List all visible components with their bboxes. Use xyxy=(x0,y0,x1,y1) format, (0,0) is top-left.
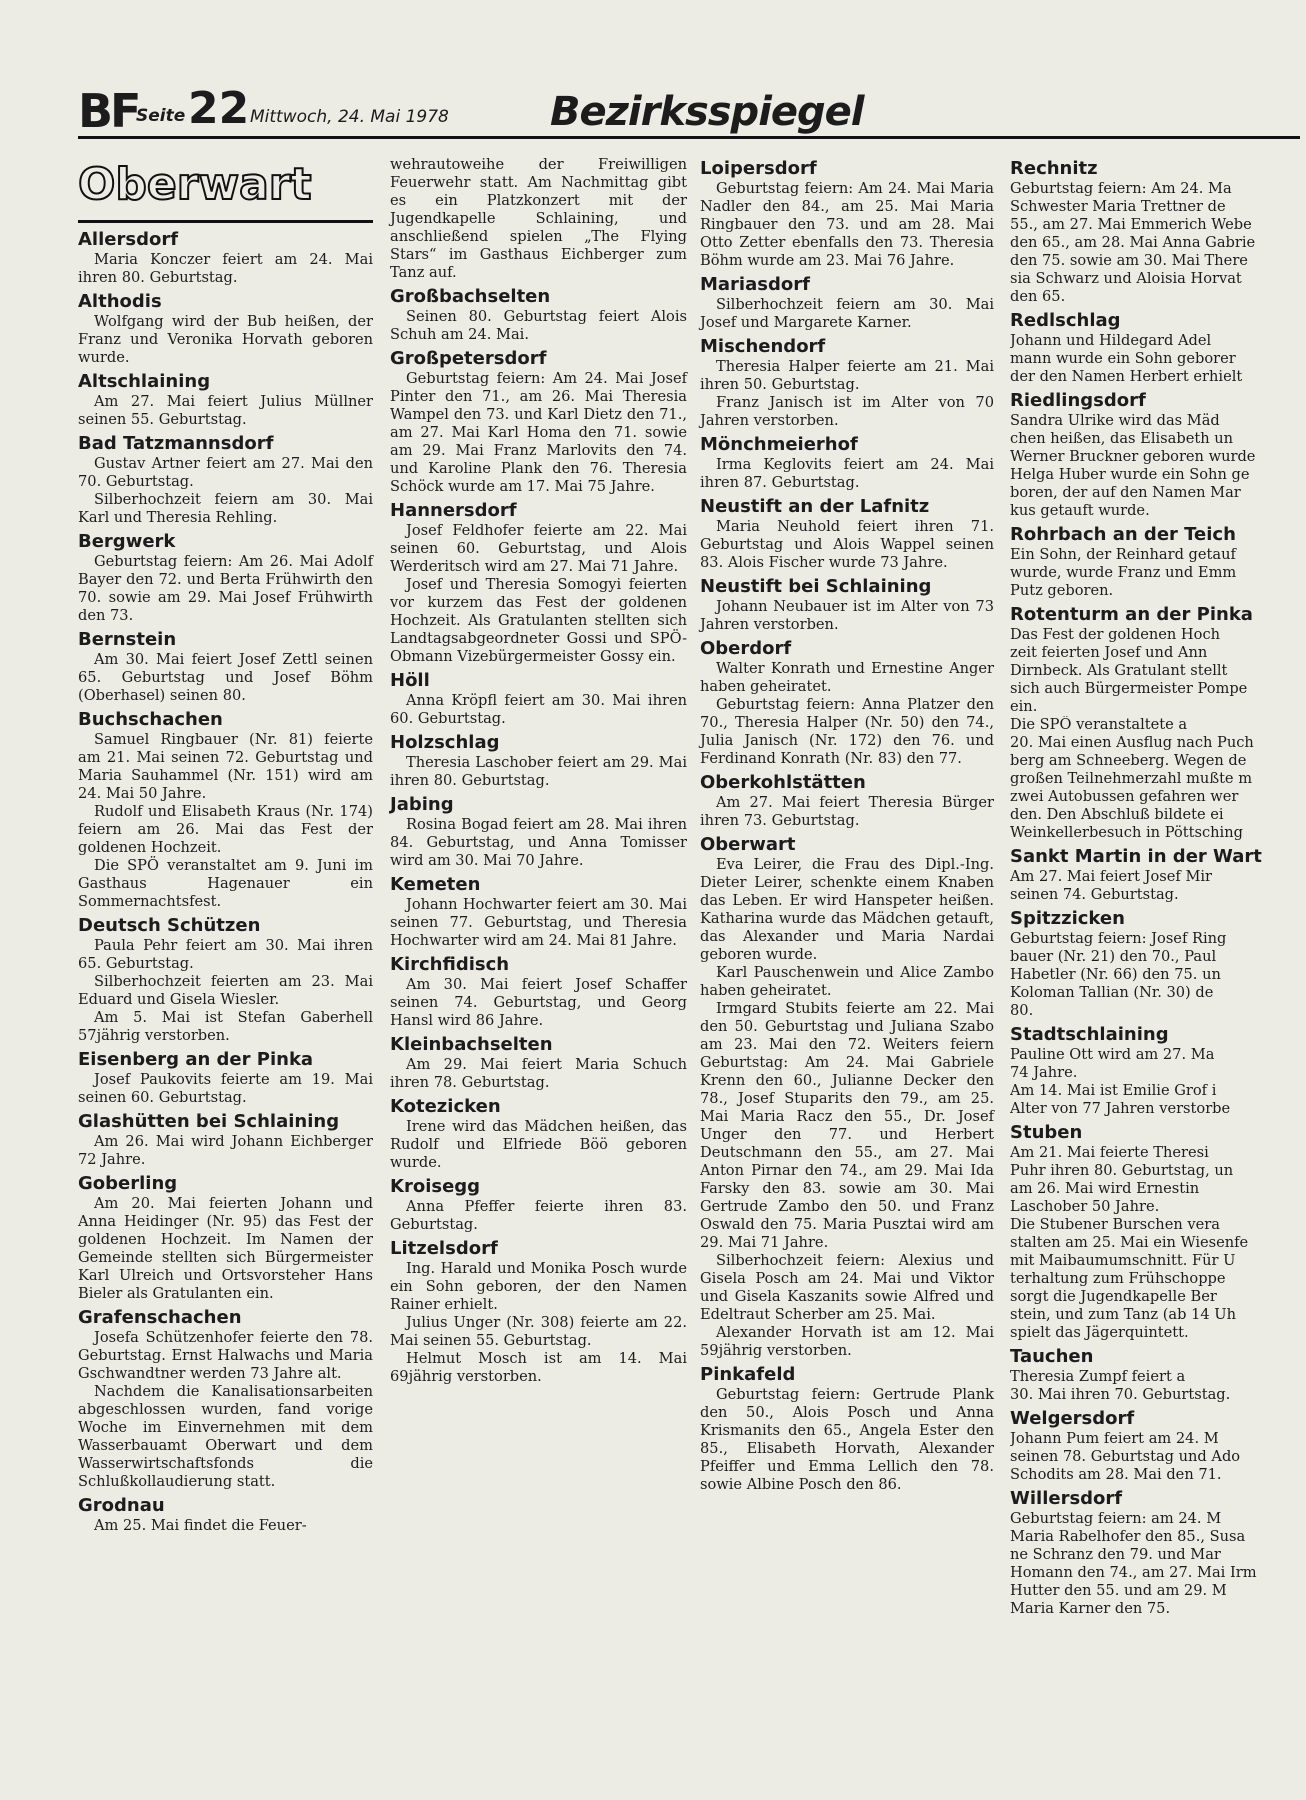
entry-paragraph: Am 29. Mai feiert Maria Schuch ihren 78. Geburtstag. xyxy=(390,1056,687,1091)
news-entry xyxy=(1010,310,1306,386)
entry-paragraph: Am 5. Mai ist Stefan Gaberhell 57jährig verstorben. xyxy=(78,1009,373,1044)
entry-paragraph: Silberhochzeit feierten am 23. Mai Eduard und Gisela Wiesler. xyxy=(78,973,373,1008)
entry-paragraph: Das Fest der goldenen Hoch zeit feierten Josef und Ann Dirnbeck. Als Gratulant stellt sich auch Bürgermeister Pompe ein. xyxy=(1010,626,1248,715)
entry-paragraph: Josef Paukovits feierte am 19. Mai seinen 60. Geburtstag. xyxy=(78,1071,373,1106)
place-heading: Riedlingsdorf xyxy=(1010,390,1146,411)
entry-paragraph: Silberhochzeit feiern am 30. Mai Karl und Theresia Rehling. xyxy=(78,491,373,526)
place-heading: Großbachselten xyxy=(390,286,551,307)
news-entry xyxy=(78,915,373,1045)
place-heading: Tauchen xyxy=(1010,1346,1094,1367)
news-entry xyxy=(78,531,373,625)
entry-paragraph: Am 27. Mai feiert Julius Müllner seinen 55. Geburtstag. xyxy=(78,393,373,428)
entry-paragraph: Julius Unger (Nr. 308) feierte am 22. Mai seinen 55. Geburtstag. xyxy=(390,1314,687,1349)
news-entry xyxy=(700,496,994,572)
place-heading: Mischendorf xyxy=(700,336,826,357)
entry-paragraph: Geburtstag feiern: Am 24. Ma Schwester Maria Trettner de 55., am 27. Mai Emmerich Webe den 65., am 28. Mai Anna Gabrie den 75. sowie am 30. Mai There sia Schwarz und Aloisia Horvat den 65. xyxy=(1010,180,1256,305)
place-heading: Kemeten xyxy=(390,874,481,895)
place-heading: Rotenturm an der Pinka xyxy=(1010,604,1253,625)
place-heading: Grafenschachen xyxy=(78,1307,242,1328)
place-heading: Oberwart xyxy=(700,834,796,855)
news-entry xyxy=(700,274,994,332)
column-3 xyxy=(700,156,994,1498)
entry-paragraph: Eva Leirer, die Frau des Dipl.-Ing. Dieter Leirer, schenkte einem Knaben das Leben. Er wird Hanspeter heißen. Katharina wurde das Mädchen getauft, das Alexander und Maria Nardai geboren wurde. xyxy=(700,856,994,963)
place-heading: Kroisegg xyxy=(390,1176,481,1197)
place-heading: Großpetersdorf xyxy=(390,348,547,369)
entry-paragraph: Karl Pauschenwein und Alice Zambo haben geheiratet. xyxy=(700,964,994,999)
news-entry xyxy=(78,709,373,911)
entry-paragraph: Wolfgang wird der Bub heißen, der Franz und Veronika Horvath geboren wurde. xyxy=(78,313,373,366)
news-entry xyxy=(390,670,687,728)
entry-paragraph: Seinen 80. Geburtstag feiert Alois Schuh am 24. Mai. xyxy=(390,308,687,343)
column-entries xyxy=(700,158,994,1494)
region-title-box xyxy=(78,156,373,223)
section-title: Bezirksspiegel xyxy=(550,89,864,135)
entry-paragraph: Gustav Artner feiert am 27. Mai den 70. Geburtstag. xyxy=(78,455,373,490)
news-entry xyxy=(1010,1488,1306,1618)
entry-paragraph: Paula Pehr feiert am 30. Mai ihren 65. Geburtstag. xyxy=(78,937,373,972)
entry-paragraph: Johann Hochwarter feiert am 30. Mai seinen 77. Geburtstag, und Theresia Hochwarter wird am 24. Mai 81 Jahre. xyxy=(390,896,687,949)
news-entry xyxy=(700,772,994,830)
place-heading: Willersdorf xyxy=(1010,1488,1123,1509)
news-entry xyxy=(78,1173,373,1303)
entry-paragraph: wehrautoweihe der Freiwilligen Feuerwehr statt. Am Nachmittag gibt es ein Platzkonzert mit der Jugendkapelle Schlaining, und anschließend spielen „The Flying Stars“ im Gasthaus Eichberger zum Tanz auf. xyxy=(390,156,687,281)
entry-paragraph: Am 30. Mai feiert Josef Zettl seinen 65. Geburtstag und Josef Böhm (Oberhasel) seinen 80. xyxy=(78,651,373,704)
place-heading: Glashütten bei Schlaining xyxy=(78,1111,340,1132)
news-entry xyxy=(390,500,687,666)
column-entries xyxy=(1010,158,1306,1618)
entry-paragraph: Theresia Zumpf feiert a 30. Mai ihren 70. Geburtstag. xyxy=(1010,1368,1231,1403)
entry-paragraph: Am 26. Mai wird Johann Eichberger 72 Jahre. xyxy=(78,1133,373,1168)
news-entry xyxy=(1010,390,1306,520)
place-heading: Neustift an der Lafnitz xyxy=(700,496,930,517)
entry-paragraph: Ein Sohn, der Reinhard getauf wurde, wurde Franz und Emm Putz geboren. xyxy=(1010,546,1237,599)
entry-paragraph: Anna Kröpfl feiert am 30. Mai ihren 60. Geburtstag. xyxy=(390,692,687,727)
news-entry xyxy=(78,1307,373,1491)
entry-paragraph: Die SPÖ veranstaltete a 20. Mai einen Ausflug nach Puch berg am Schneeberg. Wegen de großen Teilnehmerzahl mußte m zwei Autobussen gefahren wer den. Den Abschluß bildete ei Weinkellerbesuch in Pöttsching xyxy=(1010,716,1254,841)
entry-paragraph: Johann Neubauer ist im Alter von 73 Jahren verstorben. xyxy=(700,598,994,633)
entry-paragraph: Die Stubener Burschen vera stalten am 25. Mai ein Wiesenfe mit Maibaumumschnitt. Für U terhaltung zum Frühschoppe sorgt die Jugendkapelle Ber stein, und zum Tanz (ab 14 Uh spielt das Jägerquintett. xyxy=(1010,1216,1249,1341)
news-entry xyxy=(1010,1346,1306,1404)
news-entry xyxy=(1010,846,1306,904)
place-heading: Althodis xyxy=(78,291,162,312)
news-entry xyxy=(390,732,687,790)
place-heading: Holzschlag xyxy=(390,732,500,753)
place-heading: Höll xyxy=(390,670,430,691)
place-heading: Stuben xyxy=(1010,1122,1083,1143)
news-entry xyxy=(78,433,373,527)
column-4 xyxy=(1010,156,1306,1622)
news-entry xyxy=(78,371,373,429)
place-heading: Altschlaining xyxy=(78,371,211,392)
news-entry xyxy=(390,954,687,1030)
place-heading: Bergwerk xyxy=(78,531,176,552)
entry-paragraph: Rudolf und Elisabeth Kraus (Nr. 174) feiern am 26. Mai das Fest der goldenen Hochzeit. xyxy=(78,803,373,856)
place-heading: Kleinbachselten xyxy=(390,1034,553,1055)
place-heading: Spitzzicken xyxy=(1010,908,1125,929)
entry-paragraph: Josef und Theresia Somogyi feierten vor kurzem das Fest der goldenen Hochzeit. Als Gratulanten stellten sich Landtagsabgeordneter Gossi und SPÖ-Obmann Vizebürgermeister Gossy ein. xyxy=(390,576,687,665)
entry-paragraph: Am 27. Mai feiert Josef Mir seinen 74. Geburtstag. xyxy=(1010,868,1213,903)
entry-paragraph: Silberhochzeit feiern am 30. Mai Josef und Margarete Karner. xyxy=(700,296,994,331)
place-heading: Allersdorf xyxy=(78,229,179,250)
news-entry xyxy=(1010,1024,1306,1118)
news-entry xyxy=(78,1111,373,1169)
entry-paragraph: Ing. Harald und Monika Posch wurde ein Sohn geboren, der den Namen Rainer erhielt. xyxy=(390,1260,687,1313)
news-entry xyxy=(390,874,687,950)
entry-paragraph: Am 21. Mai feierte Theresi Puhr ihren 80. Geburtstag, un am 26. Mai wird Ernestin Laschober 50 Jahre. xyxy=(1010,1144,1234,1215)
news-entry xyxy=(1010,1408,1306,1484)
entry-paragraph: Irmgard Stubits feierte am 22. Mai den 50. Geburtstag und Juliana Szabo am 23. Mai den 72. Weiters feiern Geburtstag: Am 24. Mai Gabriele Krenn den 60., Julianne Decker den 78., Josef Stuparits den 79., am 25. Mai Maria Racz den 55., Dr. Josef Unger den 77. und Herbert Deutschmann den 55., am 27. Mai Anton Pirnar den 74., am 29. Mai Ida Farsky den 83. sowie am 30. Mai Gertrude Zambo den 50. und Franz Oswald den 75. Maria Pusztai wird am 29. Mai 71 Jahre. xyxy=(700,1000,994,1251)
news-entry xyxy=(390,1034,687,1092)
place-heading: Oberdorf xyxy=(700,638,792,659)
place-heading: Redlschlag xyxy=(1010,310,1121,331)
entry-paragraph: Am 30. Mai feiert Josef Schaffer seinen 74. Geburtstag, und Georg Hansl wird 86 Jahre. xyxy=(390,976,687,1029)
region-title: Oberwart xyxy=(78,159,312,210)
entry-paragraph: Geburtstag feiern: Am 24. Mai Maria Nadler den 84., am 25. Mai Maria Ringbauer den 73. und am 28. Mai Otto Zetter ebenfalls den 73. Theresia Böhm wurde am 23. Mai 76 Jahre. xyxy=(700,180,994,269)
entry-paragraph: Theresia Halper feierte am 21. Mai ihren 50. Geburtstag. xyxy=(700,358,994,393)
column-1 xyxy=(78,156,373,1539)
place-heading: Oberkohlstätten xyxy=(700,772,866,793)
place-heading: Rohrbach an der Teich xyxy=(1010,524,1236,545)
news-entry xyxy=(1010,604,1306,842)
news-entry xyxy=(700,576,994,634)
place-heading: Mariasdorf xyxy=(700,274,810,295)
place-heading: Bad Tatzmannsdorf xyxy=(78,433,274,454)
entry-paragraph: Johann Pum feiert am 24. M seinen 78. Geburtstag und Ado Schodits am 28. Mai den 71. xyxy=(1010,1430,1241,1483)
place-heading: Kirchfidisch xyxy=(390,954,510,975)
place-heading: Grodnau xyxy=(78,1495,165,1516)
masthead xyxy=(78,83,1300,139)
entry-paragraph: Irene wird das Mädchen heißen, das Rudolf und Elfriede Böö geboren wurde. xyxy=(390,1118,687,1171)
issue-date: Mittwoch, 24. Mai 1978 xyxy=(250,107,449,127)
entry-paragraph: Geburtstag feiern: Gertrude Plank den 50., Alois Posch und Anna Krismanits den 65., Angela Ester den 85., Elisabeth Horvath, Alexander Pfeiffer und Emma Lellich den 78. sowie Albine Posch den 86. xyxy=(700,1386,994,1493)
entry-paragraph: Theresia Laschober feiert am 29. Mai ihren 80. Geburtstag. xyxy=(390,754,687,789)
news-entry xyxy=(390,1176,687,1234)
entry-paragraph: Geburtstag feiern: Josef Ring bauer (Nr. 21) den 70., Paul Habetler (Nr. 66) den 75. un Koloman Tallian (Nr. 30) de 80. xyxy=(1010,930,1227,1019)
entry-paragraph: Nachdem die Kanalisationsarbeiten abgeschlossen wurden, fand vorige Woche im Einvernehmen mit dem Wasserbauamt Oberwart und dem Wasserwirtschaftsfonds die Schlußkollaudierung statt. xyxy=(78,1383,373,1490)
place-heading: Loipersdorf xyxy=(700,158,817,179)
entry-paragraph: Sandra Ulrike wird das Mäd chen heißen, das Elisabeth un Werner Bruckner geboren wurde Helga Huber wurde ein Sohn ge boren, der auf den Namen Mar kus getauft wurde. xyxy=(1010,412,1256,519)
entry-paragraph: Rosina Bogad feiert am 28. Mai ihren 84. Geburtstag, und Anna Tomisser wird am 30. Mai 70 Jahre. xyxy=(390,816,687,869)
place-heading: Neustift bei Schlaining xyxy=(700,576,932,597)
news-entry xyxy=(78,229,373,287)
news-entry xyxy=(700,1364,994,1494)
entry-paragraph: Josefa Schützenhofer feierte den 78. Geburtstag. Ernst Halwachs und Maria Gschwandtner werden 73 Jahre alt. xyxy=(78,1329,373,1382)
entry-paragraph: Pauline Ott wird am 27. Ma 74 Jahre. xyxy=(1010,1046,1215,1081)
entry-paragraph: Franz Janisch ist im Alter von 70 Jahren verstorben. xyxy=(700,394,994,429)
place-heading: Buchschachen xyxy=(78,709,223,730)
page-label: Seite xyxy=(136,106,186,126)
entry-paragraph: Samuel Ringbauer (Nr. 81) feierte am 21. Mai seinen 72. Geburtstag und Maria Sauhammel (Nr. 151) wird am 24. Mai 50 Jahre. xyxy=(78,731,373,802)
place-heading: Welgersdorf xyxy=(1010,1408,1135,1429)
place-heading: Pinkafeld xyxy=(700,1364,796,1385)
entry-paragraph: Maria Neuhold feiert ihren 71. Geburtstag und Alois Wappel seinen 83. Alois Fischer wurde 73 Jahre. xyxy=(700,518,994,571)
place-heading: Eisenberg an der Pinka xyxy=(78,1049,314,1070)
entry-paragraph: Die SPÖ veranstaltet am 9. Juni im Gasthaus Hagenauer ein Sommernachtsfest. xyxy=(78,857,373,910)
news-entry xyxy=(390,156,687,282)
entry-paragraph: Silberhochzeit feiern: Alexius und Gisela Posch am 24. Mai und Viktor und Gisela Kaszanits sowie Alfred und Edeltraut Scherber am 25. Mai. xyxy=(700,1252,994,1323)
news-entry xyxy=(700,158,994,270)
page-number: 22 xyxy=(188,83,250,134)
column-entries xyxy=(78,229,373,1535)
place-heading: Rechnitz xyxy=(1010,158,1098,179)
news-entry xyxy=(700,638,994,768)
news-entry xyxy=(1010,1122,1306,1342)
news-entry xyxy=(390,286,687,344)
place-heading: Stadtschlaining xyxy=(1010,1024,1169,1045)
place-heading: Bernstein xyxy=(78,629,177,650)
entry-paragraph: Maria Konczer feiert am 24. Mai ihren 80. Geburtstag. xyxy=(78,251,373,286)
news-entry xyxy=(390,1096,687,1172)
news-entry xyxy=(390,1238,687,1386)
place-heading: Kotezicken xyxy=(390,1096,501,1117)
entry-paragraph: Walter Konrath und Ernestine Anger haben geheiratet. xyxy=(700,660,994,695)
place-heading: Goberling xyxy=(78,1173,178,1194)
news-entry xyxy=(700,434,994,492)
entry-paragraph: Irma Keglovits feiert am 24. Mai ihren 87. Geburtstag. xyxy=(700,456,994,491)
news-entry xyxy=(78,629,373,705)
news-entry xyxy=(78,1049,373,1107)
news-entry xyxy=(78,291,373,367)
column-entries xyxy=(390,156,687,1386)
column-2 xyxy=(390,156,687,1390)
entry-paragraph: Alexander Horvath ist am 12. Mai 59jährig verstorben. xyxy=(700,1324,994,1359)
entry-paragraph: Geburtstag feiern: Anna Platzer den 70., Theresia Halper (Nr. 50) den 74., Julia Janisch (Nr. 172) den 76. und Ferdinand Konrath (Nr. 83) den 77. xyxy=(700,696,994,767)
place-heading: Mönchmeierhof xyxy=(700,434,858,455)
news-entry xyxy=(1010,158,1306,306)
place-heading: Jabing xyxy=(390,794,454,815)
place-heading: Litzelsdorf xyxy=(390,1238,498,1259)
news-entry xyxy=(390,794,687,870)
news-entry xyxy=(78,1495,373,1535)
entry-paragraph: Josef Feldhofer feierte am 22. Mai seinen 60. Geburtstag, und Alois Werderitsch wird am 27. Mai 71 Jahre. xyxy=(390,522,687,575)
news-entry xyxy=(1010,524,1306,600)
entry-paragraph: Am 25. Mai findet die Feuer- xyxy=(94,1517,307,1534)
entry-paragraph: Am 27. Mai feiert Theresia Bürger ihren 73. Geburtstag. xyxy=(700,794,994,829)
place-heading: Hannersdorf xyxy=(390,500,517,521)
entry-paragraph: Am 14. Mai ist Emilie Grof i Alter von 77 Jahren verstorbe xyxy=(1010,1082,1231,1117)
entry-paragraph: Anna Pfeffer feierte ihren 83. Geburtstag. xyxy=(390,1198,687,1233)
newspaper-logo: BF xyxy=(78,84,139,138)
entry-paragraph: Geburtstag feiern: Am 26. Mai Adolf Bayer den 72. und Berta Frühwirth den 70. sowie am 29. Mai Josef Frühwirth den 73. xyxy=(78,553,373,624)
news-entry xyxy=(390,348,687,496)
entry-paragraph: Helmut Mosch ist am 14. Mai 69jährig verstorben. xyxy=(390,1350,687,1385)
news-entry xyxy=(1010,908,1306,1020)
place-heading: Sankt Martin in der Wart xyxy=(1010,846,1262,867)
entry-paragraph: Johann und Hildegard Adel mann wurde ein Sohn geborer der den Namen Herbert erhielt xyxy=(1010,332,1243,385)
entry-paragraph: Geburtstag feiern: am 24. M Maria Rabelhofer den 85., Susa ne Schranz den 79. und Mar Homann den 74., am 27. Mai Irm Hutter den 55. und am 29. M Maria Karner den 75. xyxy=(1010,1510,1257,1617)
entry-paragraph: Geburtstag feiern: Am 24. Mai Josef Pinter den 71., am 26. Mai Theresia Wampel den 73. und Karl Dietz den 71., am 27. Mai Karl Homa den 71. sowie am 29. Mai Franz Marlovits den 74. und Karoline Plank den 76. Theresia Schöck wurde am 17. Mai 75 Jahre. xyxy=(390,370,687,495)
entry-paragraph: Am 20. Mai feierten Johann und Anna Heidinger (Nr. 95) das Fest der goldenen Hochzeit. Im Namen der Gemeinde stellten sich Bürgermeister Karl Ulreich und Ortsvorsteher Hans Bieler als Gratulanten ein. xyxy=(78,1195,373,1302)
news-entry xyxy=(700,336,994,430)
place-heading: Deutsch Schützen xyxy=(78,915,261,936)
news-entry xyxy=(700,834,994,1360)
